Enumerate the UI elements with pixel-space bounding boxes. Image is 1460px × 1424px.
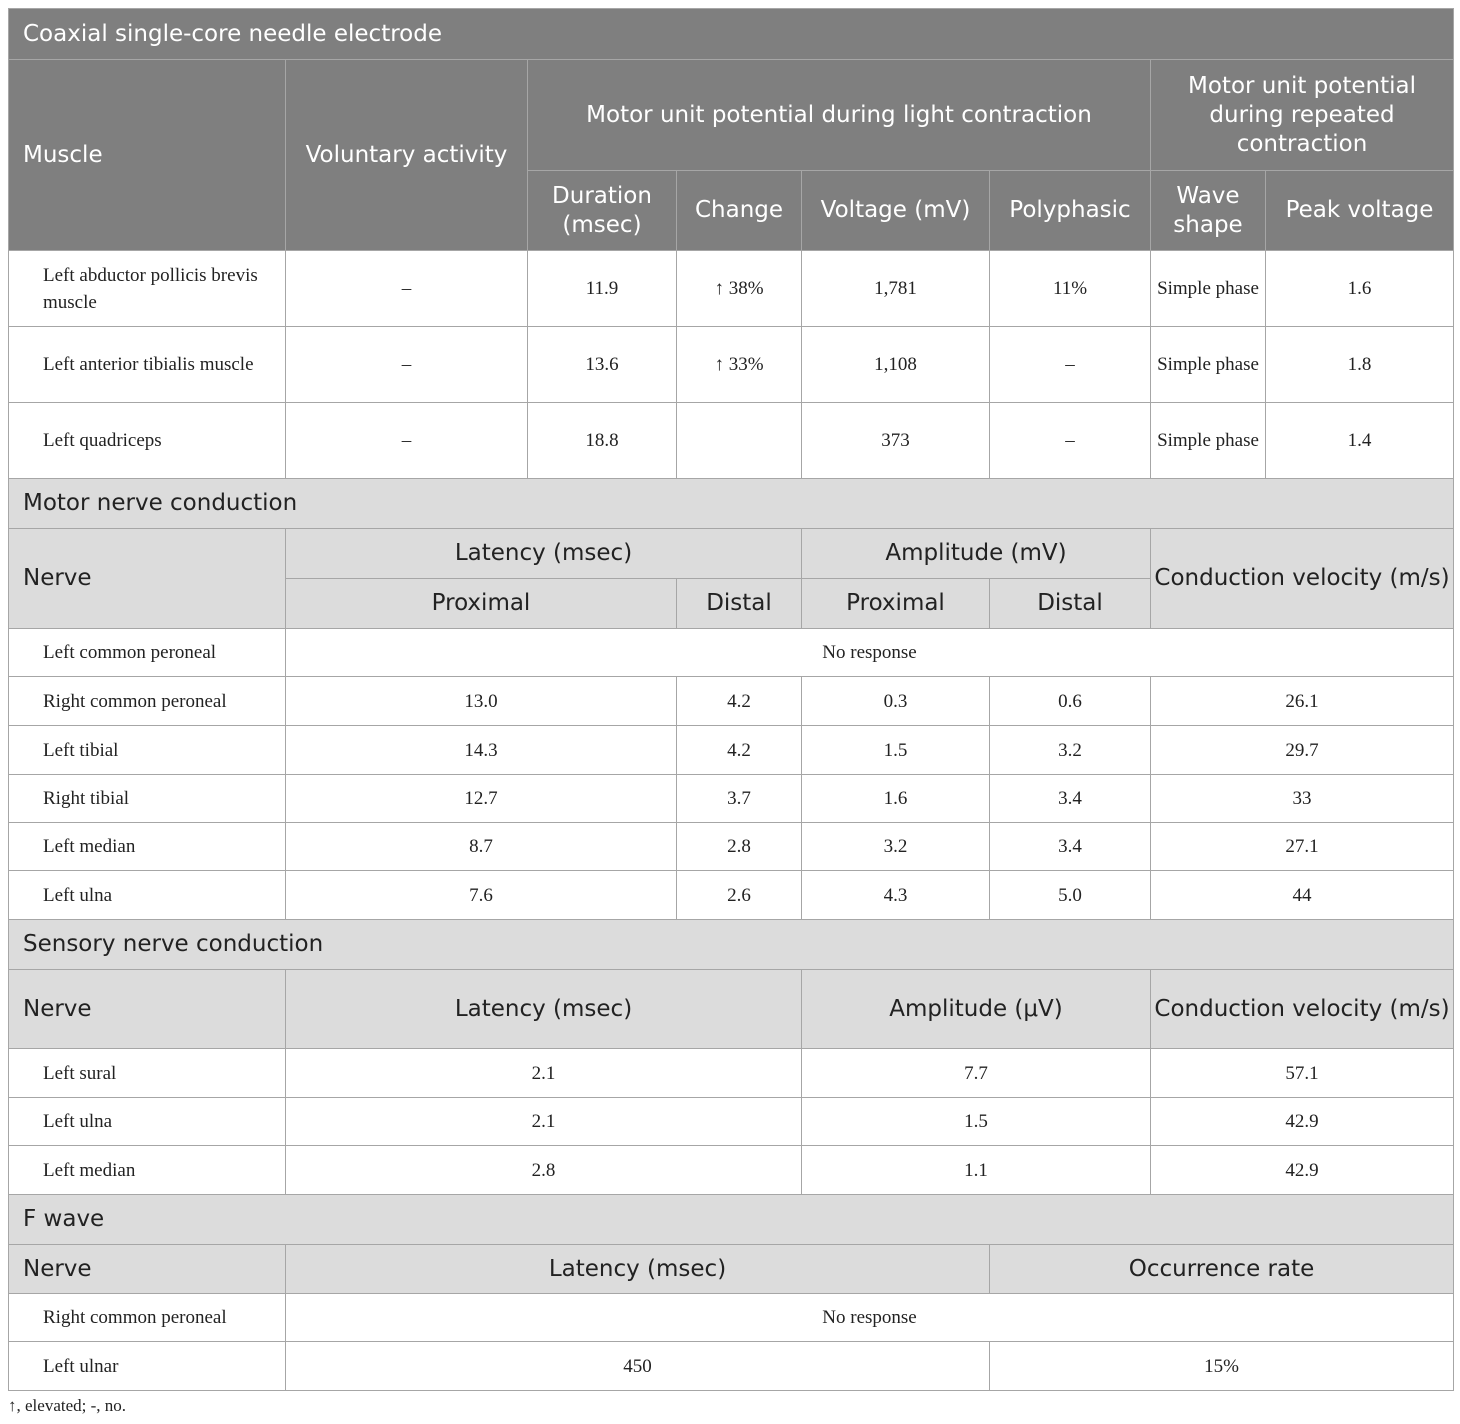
wave-shape-value: Simple phase — [1151, 403, 1266, 479]
table-row — [9, 871, 1454, 920]
col-header-latency-proximal: Proximal — [286, 579, 677, 629]
col-header-voluntary-activity: Voluntary activity — [286, 60, 528, 251]
latency-distal-value: 4.2 — [677, 677, 802, 726]
col-header-wave-shape: Wave shape — [1151, 171, 1266, 251]
table-row — [9, 1342, 1454, 1391]
amplitude-distal-value: 3.4 — [990, 823, 1151, 871]
nerve-name: Left common peroneal — [9, 629, 286, 677]
velocity-value: 29.7 — [1151, 726, 1454, 775]
latency-proximal-value: 7.6 — [286, 871, 677, 920]
electrophysiology-table — [8, 8, 1454, 1391]
table-row — [9, 403, 1454, 479]
nerve-name: Left ulna — [9, 1098, 286, 1146]
sensory-header-row — [9, 970, 1454, 1049]
motor-section-title: Motor nerve conduction — [9, 479, 1454, 529]
col-header-nerve: Nerve — [9, 529, 286, 629]
col-header-nerve: Nerve — [9, 970, 286, 1049]
group-header-latency: Latency (msec) — [286, 529, 802, 579]
latency-proximal-value: 12.7 — [286, 775, 677, 823]
latency-proximal-value: 8.7 — [286, 823, 677, 871]
muscle-name: Left quadriceps — [9, 403, 286, 479]
col-header-duration: Duration (msec) — [528, 171, 677, 251]
polyphasic-value: – — [990, 327, 1151, 403]
amplitude-value: 1.5 — [802, 1098, 1151, 1146]
latency-value: 2.8 — [286, 1146, 802, 1195]
col-header-conduction-velocity: Conduction velocity (m/s) — [1151, 529, 1454, 629]
voltage-value: 1,108 — [802, 327, 990, 403]
emg-section-header-row — [9, 9, 1454, 60]
change-value — [677, 403, 802, 479]
nerve-name: Right tibial — [9, 775, 286, 823]
duration-value: 13.6 — [528, 327, 677, 403]
col-header-latency-distal: Distal — [677, 579, 802, 629]
amplitude-proximal-value: 0.3 — [802, 677, 990, 726]
col-header-latency: Latency (msec) — [286, 970, 802, 1049]
amplitude-value: 1.1 — [802, 1146, 1151, 1195]
col-header-latency: Latency (msec) — [286, 1245, 990, 1294]
table-row — [9, 1098, 1454, 1146]
table-row — [9, 629, 1454, 677]
amplitude-proximal-value: 1.6 — [802, 775, 990, 823]
sensory-section-title: Sensory nerve conduction — [9, 920, 1454, 970]
wave-shape-value: Simple phase — [1151, 327, 1266, 403]
nerve-name: Left median — [9, 1146, 286, 1195]
col-header-polyphasic: Polyphasic — [990, 171, 1151, 251]
muscle-name: Left abductor pollicis brevis muscle — [9, 251, 286, 327]
col-header-amplitude-proximal: Proximal — [802, 579, 990, 629]
col-header-peak-voltage: Peak voltage — [1266, 171, 1454, 251]
fwave-section-title: F wave — [9, 1195, 1454, 1245]
nerve-name: Right common peroneal — [9, 1294, 286, 1342]
table-row — [9, 327, 1454, 403]
peak-voltage-value: 1.8 — [1266, 327, 1454, 403]
velocity-value: 57.1 — [1151, 1049, 1454, 1098]
velocity-value: 27.1 — [1151, 823, 1454, 871]
col-header-muscle: Muscle — [9, 60, 286, 251]
emg-header-row-1 — [9, 60, 1454, 171]
amplitude-distal-value: 5.0 — [990, 871, 1151, 920]
table-footnote: ↑, elevated; -, no. — [8, 1396, 127, 1415]
velocity-value: 42.9 — [1151, 1098, 1454, 1146]
voluntary-value: – — [286, 327, 528, 403]
voltage-value: 1,781 — [802, 251, 990, 327]
table-row — [9, 1294, 1454, 1342]
amplitude-value: 7.7 — [802, 1049, 1151, 1098]
col-header-change: Change — [677, 171, 802, 251]
table-row — [9, 1146, 1454, 1195]
col-header-nerve: Nerve — [9, 1245, 286, 1294]
col-header-occurrence-rate: Occurrence rate — [990, 1245, 1454, 1294]
voluntary-value: – — [286, 403, 528, 479]
muscle-name: Left anterior tibialis muscle — [9, 327, 286, 403]
nerve-name: Left sural — [9, 1049, 286, 1098]
group-header-light-contraction: Motor unit potential during light contraction — [528, 60, 1151, 171]
table-row — [9, 775, 1454, 823]
peak-voltage-value: 1.6 — [1266, 251, 1454, 327]
group-header-repeated-contraction: Motor unit potential during repeated contraction — [1151, 60, 1454, 171]
table-row — [9, 677, 1454, 726]
table-row — [9, 726, 1454, 775]
latency-value: 450 — [286, 1342, 990, 1391]
polyphasic-value: 11% — [990, 251, 1151, 327]
nerve-name: Left ulna — [9, 871, 286, 920]
change-value: ↑ 33% — [677, 327, 802, 403]
col-header-conduction-velocity: Conduction velocity (m/s) — [1151, 970, 1454, 1049]
amplitude-proximal-value: 4.3 — [802, 871, 990, 920]
latency-distal-value: 2.6 — [677, 871, 802, 920]
voltage-value: 373 — [802, 403, 990, 479]
amplitude-distal-value: 3.4 — [990, 775, 1151, 823]
velocity-value: 33 — [1151, 775, 1454, 823]
table-row — [9, 251, 1454, 327]
latency-proximal-value: 14.3 — [286, 726, 677, 775]
col-header-amplitude-distal: Distal — [990, 579, 1151, 629]
latency-proximal-value: 13.0 — [286, 677, 677, 726]
no-response-text: No response — [286, 1294, 1454, 1342]
voluntary-value: – — [286, 251, 528, 327]
polyphasic-value: – — [990, 403, 1151, 479]
sensory-section-header-row — [9, 920, 1454, 970]
duration-value: 18.8 — [528, 403, 677, 479]
table-row — [9, 1049, 1454, 1098]
group-header-amplitude: Amplitude (mV) — [802, 529, 1151, 579]
duration-value: 11.9 — [528, 251, 677, 327]
nerve-name: Left ulnar — [9, 1342, 286, 1391]
latency-distal-value: 2.8 — [677, 823, 802, 871]
nerve-name: Left tibial — [9, 726, 286, 775]
nerve-name: Right common peroneal — [9, 677, 286, 726]
change-value: ↑ 38% — [677, 251, 802, 327]
velocity-value: 26.1 — [1151, 677, 1454, 726]
amplitude-proximal-value: 3.2 — [802, 823, 990, 871]
latency-distal-value: 3.7 — [677, 775, 802, 823]
velocity-value: 44 — [1151, 871, 1454, 920]
emg-section-title: Coaxial single-core needle electrode — [9, 9, 1454, 60]
motor-section-header-row — [9, 479, 1454, 529]
col-header-voltage: Voltage (mV) — [802, 171, 990, 251]
occurrence-rate-value: 15% — [990, 1342, 1454, 1391]
latency-value: 2.1 — [286, 1049, 802, 1098]
peak-voltage-value: 1.4 — [1266, 403, 1454, 479]
velocity-value: 42.9 — [1151, 1146, 1454, 1195]
fwave-section-header-row — [9, 1195, 1454, 1245]
wave-shape-value: Simple phase — [1151, 251, 1266, 327]
amplitude-distal-value: 0.6 — [990, 677, 1151, 726]
fwave-header-row — [9, 1245, 1454, 1294]
latency-distal-value: 4.2 — [677, 726, 802, 775]
col-header-amplitude: Amplitude (μV) — [802, 970, 1151, 1049]
table-row — [9, 823, 1454, 871]
motor-header-row-1 — [9, 529, 1454, 579]
no-response-text: No response — [286, 629, 1454, 677]
latency-value: 2.1 — [286, 1098, 802, 1146]
nerve-name: Left median — [9, 823, 286, 871]
amplitude-distal-value: 3.2 — [990, 726, 1151, 775]
amplitude-proximal-value: 1.5 — [802, 726, 990, 775]
